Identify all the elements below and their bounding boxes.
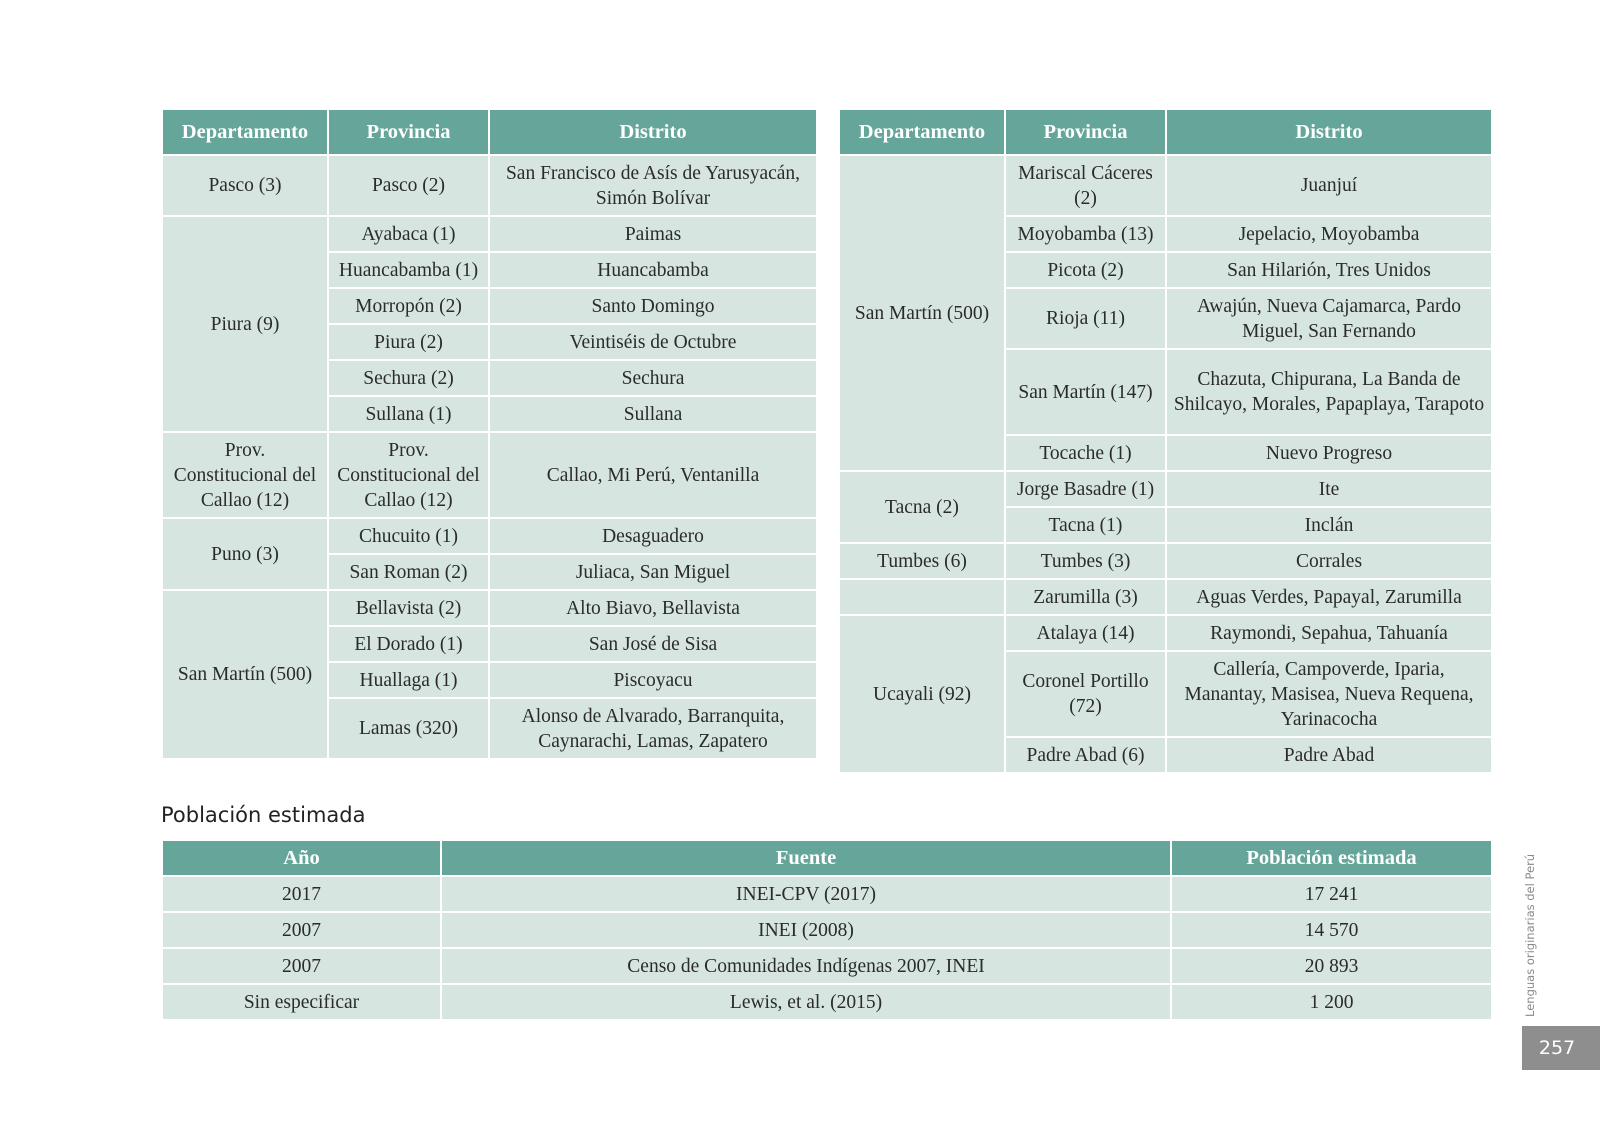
cell-provincia: Tacna (1) <box>1005 507 1166 543</box>
cell-departamento: Pasco (3) <box>162 155 328 216</box>
cell-provincia: Sechura (2) <box>328 360 489 396</box>
cell-distrito: Callao, Mi Perú, Ventanilla <box>489 432 817 518</box>
cell-provincia: Pasco (2) <box>328 155 489 216</box>
section-title: Población estimada <box>161 803 366 827</box>
cell-distrito: San Hilarión, Tres Unidos <box>1166 252 1492 288</box>
cell-provincia: Morropón (2) <box>328 288 489 324</box>
cell-distrito: San José de Sisa <box>489 626 817 662</box>
header-provincia: Provincia <box>328 109 489 155</box>
cell-provincia: Sullana (1) <box>328 396 489 432</box>
cell-ano: Sin especificar <box>162 984 441 1020</box>
cell-distrito: Awajún, Nueva Cajamarca, Pardo Miguel, San Fernando <box>1166 288 1492 349</box>
header-fuente: Fuente <box>441 840 1171 876</box>
cell-distrito: Inclán <box>1166 507 1492 543</box>
cell-provincia: Rioja (11) <box>1005 288 1166 349</box>
cell-fuente: INEI-CPV (2017) <box>441 876 1171 912</box>
table-row <box>162 984 1492 1020</box>
cell-ano: 2017 <box>162 876 441 912</box>
cell-departamento: San Martín (500) <box>839 155 1005 471</box>
cell-provincia: Tumbes (3) <box>1005 543 1166 579</box>
cell-provincia: Moyobamba (13) <box>1005 216 1166 252</box>
cell-distrito: San Francisco de Asís de Yarusyacán, Simón Bolívar <box>489 155 817 216</box>
cell-distrito: Callería, Campoverde, Iparia, Manantay, Masisea, Nueva Requena, Yarinacocha <box>1166 651 1492 737</box>
cell-provincia: Prov. Constitucional del Callao (12) <box>328 432 489 518</box>
cell-distrito: Jepelacio, Moyobamba <box>1166 216 1492 252</box>
cell-distrito: Corrales <box>1166 543 1492 579</box>
cell-poblacion: 14 570 <box>1171 912 1492 948</box>
cell-provincia: San Martín (147) <box>1005 349 1166 435</box>
cell-distrito: Veintiséis de Octubre <box>489 324 817 360</box>
cell-distrito: Piscoyacu <box>489 662 817 698</box>
header-distrito: Distrito <box>1166 109 1492 155</box>
table-row <box>162 912 1492 948</box>
cell-provincia: Tocache (1) <box>1005 435 1166 471</box>
cell-distrito: Sullana <box>489 396 817 432</box>
table-row <box>162 876 1492 912</box>
cell-poblacion: 17 241 <box>1171 876 1492 912</box>
cell-provincia: Huancabamba (1) <box>328 252 489 288</box>
cell-provincia: El Dorado (1) <box>328 626 489 662</box>
header-provincia: Provincia <box>1005 109 1166 155</box>
cell-distrito: Desaguadero <box>489 518 817 554</box>
book-title-side-label: Lenguas originarias del Perú <box>1523 853 1537 1017</box>
cell-distrito: Ite <box>1166 471 1492 507</box>
cell-distrito: Juliaca, San Miguel <box>489 554 817 590</box>
cell-provincia: Lamas (320) <box>328 698 489 759</box>
cell-distrito: Raymondi, Sepahua, Tahuanía <box>1166 615 1492 651</box>
cell-provincia: Chucuito (1) <box>328 518 489 554</box>
left-location-table <box>161 108 818 760</box>
cell-distrito: Nuevo Progreso <box>1166 435 1492 471</box>
cell-distrito: Santo Domingo <box>489 288 817 324</box>
cell-fuente: INEI (2008) <box>441 912 1171 948</box>
cell-provincia: Piura (2) <box>328 324 489 360</box>
cell-ano: 2007 <box>162 912 441 948</box>
cell-provincia: Jorge Basadre (1) <box>1005 471 1166 507</box>
cell-fuente: Lewis, et al. (2015) <box>441 984 1171 1020</box>
header-ano: Año <box>162 840 441 876</box>
cell-departamento: Puno (3) <box>162 518 328 590</box>
cell-distrito: Huancabamba <box>489 252 817 288</box>
cell-ano: 2007 <box>162 948 441 984</box>
cell-provincia: Picota (2) <box>1005 252 1166 288</box>
cell-provincia: Padre Abad (6) <box>1005 737 1166 773</box>
cell-distrito: Alto Biavo, Bellavista <box>489 590 817 626</box>
cell-provincia: San Roman (2) <box>328 554 489 590</box>
cell-departamento-empty <box>839 579 1005 615</box>
table-row <box>162 948 1492 984</box>
cell-provincia: Atalaya (14) <box>1005 615 1166 651</box>
cell-provincia: Bellavista (2) <box>328 590 489 626</box>
cell-poblacion: 1 200 <box>1171 984 1492 1020</box>
cell-distrito: Paimas <box>489 216 817 252</box>
cell-provincia: Coronel Portillo (72) <box>1005 651 1166 737</box>
page-number: 257 <box>1522 1026 1600 1070</box>
cell-departamento: Prov. Constitucional del Callao (12) <box>162 432 328 518</box>
header-distrito: Distrito <box>489 109 817 155</box>
cell-distrito: Chazuta, Chipurana, La Banda de Shilcayo, Morales, Papaplaya, Tarapoto <box>1166 349 1492 435</box>
right-location-table <box>838 108 1493 774</box>
cell-provincia: Zarumilla (3) <box>1005 579 1166 615</box>
cell-fuente: Censo de Comunidades Indígenas 2007, INEI <box>441 948 1171 984</box>
cell-departamento: Tacna (2) <box>839 471 1005 543</box>
cell-poblacion: 20 893 <box>1171 948 1492 984</box>
cell-departamento: Tumbes (6) <box>839 543 1005 579</box>
cell-distrito: Sechura <box>489 360 817 396</box>
header-departamento: Departamento <box>839 109 1005 155</box>
cell-distrito: Aguas Verdes, Papayal, Zarumilla <box>1166 579 1492 615</box>
cell-departamento: Ucayali (92) <box>839 615 1005 773</box>
cell-departamento: Piura (9) <box>162 216 328 432</box>
population-table <box>161 839 1493 1021</box>
header-poblacion: Población estimada <box>1171 840 1492 876</box>
cell-distrito: Juanjuí <box>1166 155 1492 216</box>
header-departamento: Departamento <box>162 109 328 155</box>
cell-provincia: Huallaga (1) <box>328 662 489 698</box>
cell-departamento: San Martín (500) <box>162 590 328 759</box>
cell-distrito: Padre Abad <box>1166 737 1492 773</box>
cell-distrito: Alonso de Alvarado, Barranquita, Caynarachi, Lamas, Zapatero <box>489 698 817 759</box>
cell-provincia: Ayabaca (1) <box>328 216 489 252</box>
cell-provincia: Mariscal Cáceres (2) <box>1005 155 1166 216</box>
